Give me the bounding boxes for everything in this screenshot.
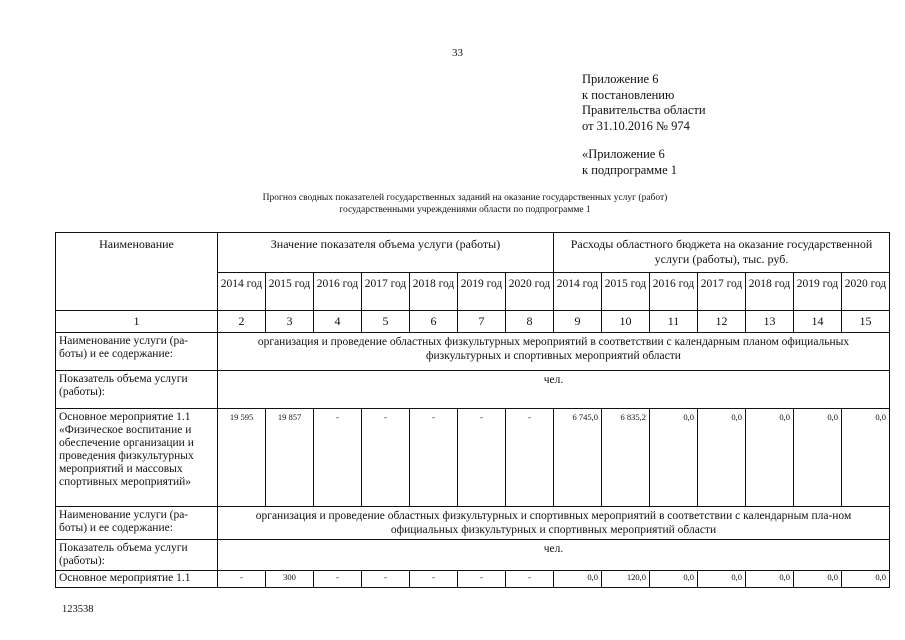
column-number: 1 bbox=[56, 311, 218, 333]
column-number: 13 bbox=[746, 311, 794, 333]
title-line: Прогноз сводных показателей государственных заданий на оказание государственных услуг (работ) bbox=[262, 193, 668, 203]
subprogram-appendix-header bbox=[582, 147, 677, 178]
value-cell: - bbox=[410, 409, 458, 507]
indicator-label: Показатель объема услуги (работы): bbox=[56, 540, 218, 571]
value-cell: 0,0 bbox=[794, 571, 842, 588]
year-header: 2018 год bbox=[746, 273, 794, 311]
year-header: 2014 год bbox=[554, 273, 602, 311]
value-cell: - bbox=[362, 571, 410, 588]
indicator-unit: чел. bbox=[218, 371, 890, 409]
measure-label: Основное мероприятие 1.1 «Физическое воспитание и обеспечение организации и проведения физкультурных мероприятий и массовых спортивных мероприятий» bbox=[56, 409, 218, 507]
value-cell: 0,0 bbox=[650, 409, 698, 507]
value-cell: - bbox=[314, 409, 362, 507]
year-header: 2019 год bbox=[794, 273, 842, 311]
document-title bbox=[200, 192, 730, 216]
value-cell: - bbox=[218, 571, 266, 588]
year-header: 2014 год bbox=[218, 273, 266, 311]
column-number: 8 bbox=[506, 311, 554, 333]
value-cell: 0,0 bbox=[842, 571, 890, 588]
column-number: 14 bbox=[794, 311, 842, 333]
column-number: 10 bbox=[602, 311, 650, 333]
column-number: 11 bbox=[650, 311, 698, 333]
year-header: 2018 год bbox=[410, 273, 458, 311]
appendix-line: «Приложение 6 bbox=[582, 147, 665, 161]
value-cell: 0,0 bbox=[650, 571, 698, 588]
year-header: 2015 год bbox=[602, 273, 650, 311]
value-cell: 19 595 bbox=[218, 409, 266, 507]
value-cell: 0,0 bbox=[746, 409, 794, 507]
forecast-table bbox=[55, 232, 890, 588]
year-header: 2016 год bbox=[650, 273, 698, 311]
value-cell: 0,0 bbox=[698, 571, 746, 588]
appendix-line: Приложение 6 bbox=[582, 72, 659, 86]
year-header: 2017 год bbox=[698, 273, 746, 311]
value-cell: - bbox=[506, 409, 554, 507]
column-number: 3 bbox=[266, 311, 314, 333]
indicator-unit: чел. bbox=[218, 540, 890, 571]
value-cell: 0,0 bbox=[554, 571, 602, 588]
year-header: 2020 год bbox=[842, 273, 890, 311]
value-cell: 19 857 bbox=[266, 409, 314, 507]
year-header: 2015 год bbox=[266, 273, 314, 311]
value-cell: 0,0 bbox=[794, 409, 842, 507]
value-cell: - bbox=[410, 571, 458, 588]
measure-label: Основное мероприятие 1.1 bbox=[56, 571, 218, 588]
year-header: 2019 год bbox=[458, 273, 506, 311]
header-volume: Значение показателя объема услуги (работы) bbox=[218, 233, 554, 273]
indicator-label: Показатель объема услуги (работы): bbox=[56, 371, 218, 409]
header-name: Наименование bbox=[56, 233, 218, 311]
document-code: 123538 bbox=[62, 604, 94, 615]
column-number: 12 bbox=[698, 311, 746, 333]
column-number: 4 bbox=[314, 311, 362, 333]
value-cell: 0,0 bbox=[698, 409, 746, 507]
service-description: организация и проведение областных физкультурных мероприятий в соответствии с календарным планом официальных физкультурных и спортивных мероприятий области bbox=[218, 333, 890, 371]
value-cell: 300 bbox=[266, 571, 314, 588]
value-cell: - bbox=[314, 571, 362, 588]
value-cell: 6 835,2 bbox=[602, 409, 650, 507]
year-header: 2017 год bbox=[362, 273, 410, 311]
appendix-header bbox=[582, 72, 706, 134]
value-cell: 6 745,0 bbox=[554, 409, 602, 507]
year-header: 2020 год bbox=[506, 273, 554, 311]
value-cell: - bbox=[506, 571, 554, 588]
column-number: 2 bbox=[218, 311, 266, 333]
appendix-line: к постановлению bbox=[582, 87, 675, 102]
page-number: 33 bbox=[452, 47, 463, 59]
column-number: 6 bbox=[410, 311, 458, 333]
title-line: государственными учреждениями области по подпрограмме 1 bbox=[339, 205, 591, 215]
value-cell: - bbox=[362, 409, 410, 507]
service-description: организация и проведение областных физкультурных и спортивных мероприятий в соответствии с календарным пла-ном официальных физкультурных и спортивных мероприятий области bbox=[218, 507, 890, 540]
value-cell: - bbox=[458, 571, 506, 588]
header-budget: Расходы областного бюджета на оказание государственной услуги (работы), тыс. руб. bbox=[554, 233, 890, 273]
column-number: 5 bbox=[362, 311, 410, 333]
service-name-label: Наименование услуги (ра-боты) и ее содержание: bbox=[56, 333, 218, 371]
appendix-line: Правительства области bbox=[582, 103, 706, 117]
appendix-line: от 31.10.2016 № 974 bbox=[582, 118, 690, 133]
value-cell: 0,0 bbox=[746, 571, 794, 588]
column-number: 9 bbox=[554, 311, 602, 333]
value-cell: - bbox=[458, 409, 506, 507]
appendix-line: к подпрограмме 1 bbox=[582, 162, 677, 177]
value-cell: 120,0 bbox=[602, 571, 650, 588]
column-number: 7 bbox=[458, 311, 506, 333]
value-cell: 0,0 bbox=[842, 409, 890, 507]
year-header: 2016 год bbox=[314, 273, 362, 311]
column-number: 15 bbox=[842, 311, 890, 333]
service-name-label: Наименование услуги (ра-боты) и ее содержание: bbox=[56, 507, 218, 540]
